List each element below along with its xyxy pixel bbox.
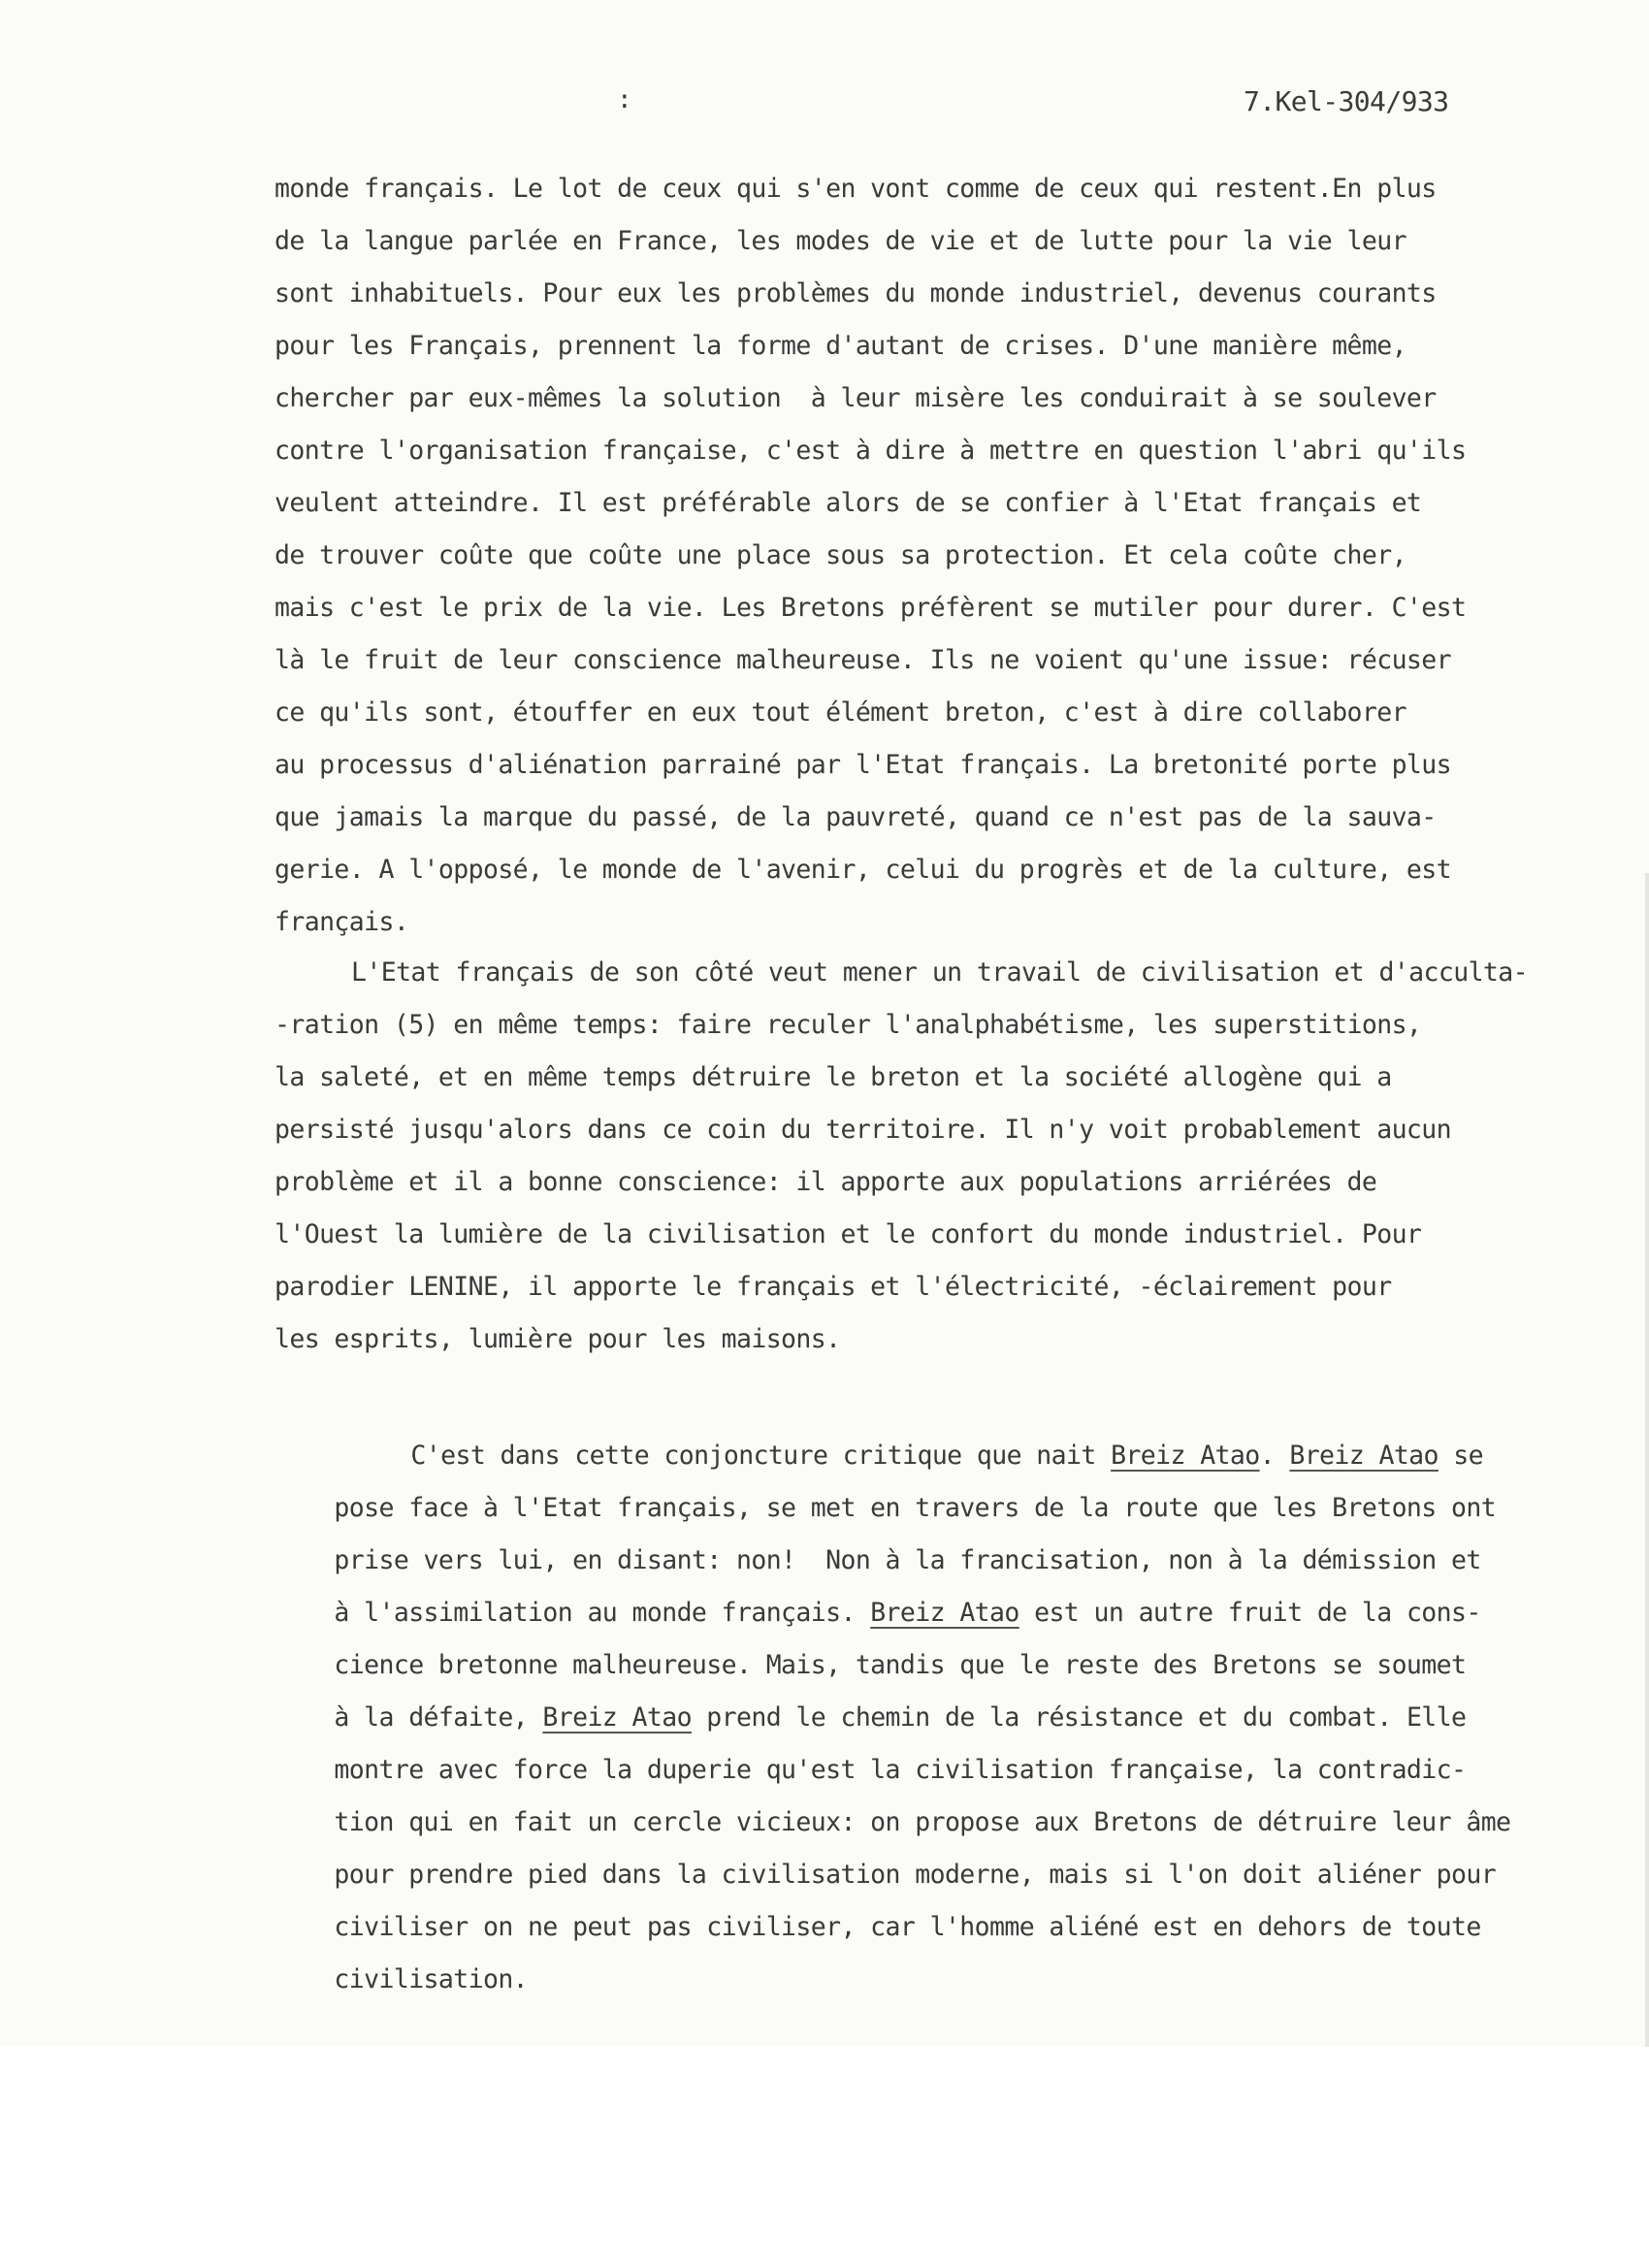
text-line — [275, 1587, 1467, 1680]
text-line: français. — [275, 907, 409, 937]
text-line: l'Ouest la lumière de la civilisation et le confort du monde industriel. Pour — [275, 1219, 1422, 1249]
text-line: là le fruit de leur conscience malheureuse. Ils ne voient qu'une issue: récuser — [275, 645, 1451, 675]
page-reference: 7.Kel-304/933 — [1244, 85, 1449, 117]
text-line: persisté jusqu'alors dans ce coin du territoire. Il n'y voit probablement aucun — [275, 1115, 1451, 1145]
text-line: pour les Français, prennent la forme d'autant de crises. D'une manière même, — [275, 331, 1406, 361]
text-line: chercher par eux-mêmes la solution à leur misère les conduirait à se soulever — [275, 383, 1437, 413]
text-line — [275, 1430, 1497, 1523]
text-line: mais c'est le prix de la vie. Les Bretons préfèrent se mutiler pour durer. C'est — [275, 593, 1467, 623]
text-run: pour prendre pied dans la civilisation moderne, mais si l'on doit aliéner pour — [334, 1860, 1497, 1890]
text-line: L'Etat français de son côté veut mener un travail de civilisation et d'acculta- — [351, 957, 1528, 988]
text-line — [275, 1744, 1511, 1837]
text-line — [351, 1377, 1483, 1471]
text-line — [275, 1797, 1497, 1890]
text-line: contre l'organisation française, c'est à dire à mettre en question l'abri qu'ils — [275, 436, 1467, 466]
text-line: de trouver coûte que coûte une place sous sa protection. Et cela coûte cher, — [275, 540, 1406, 570]
text-line — [275, 1849, 1481, 1942]
text-run: civiliser on ne peut pas civiliser, car l'homme aliéné est en dehors de toute — [334, 1912, 1481, 1942]
text-run: se — [1438, 1441, 1483, 1471]
text-line: parodier LENINE, il apporte le français et l'électricité, -éclairement pour — [275, 1272, 1392, 1302]
text-run: tion qui en fait un cercle vicieux: on propose aux Bretons de détruire leur âme — [334, 1807, 1511, 1837]
text-run: prise vers lui, en disant: non! Non à la francisation, non à la démission et — [334, 1545, 1481, 1575]
text-line: que jamais la marque du passé, de la pauvreté, quand ce n'est pas de la sauva- — [275, 802, 1437, 832]
text-run: pose face à l'Etat français, se met en travers de la route que les Bretons ont — [334, 1493, 1497, 1523]
stray-mark: : — [617, 85, 632, 114]
text-run: . — [1259, 1441, 1290, 1471]
text-line: monde français. Le lot de ceux qui s'en vont comme de ceux qui restent.En plus — [275, 174, 1437, 204]
text-run: prend le chemin de la résistance et du combat. Elle — [691, 1702, 1467, 1733]
underlined-name: Breiz Atao — [1289, 1441, 1439, 1471]
text-run: C'est dans cette conjoncture critique que nait — [410, 1441, 1112, 1471]
text-run: civilisation. — [334, 1964, 529, 1994]
underlined-name: Breiz Atao — [542, 1702, 692, 1733]
text-run: à l'assimilation au monde français. — [334, 1598, 871, 1628]
text-run: à la défaite, — [334, 1702, 543, 1733]
text-line: gerie. A l'opposé, le monde de l'avenir, celui du progrès et de la culture, est — [275, 855, 1451, 885]
text-line — [275, 1535, 1481, 1628]
text-run: montre avec force la duperie qu'est la civilisation française, la contradic- — [334, 1755, 1467, 1785]
text-line: les esprits, lumière pour les maisons. — [275, 1324, 841, 1354]
underlined-name: Breiz Atao — [870, 1598, 1019, 1628]
text-run: est un autre fruit de la cons- — [1018, 1598, 1481, 1628]
text-line: de la langue parlée en France, les modes de vie et de lutte pour la vie leur — [275, 226, 1406, 256]
text-line — [275, 1639, 1467, 1733]
sheet-shadow-edge — [1645, 873, 1649, 2047]
text-line: au processus d'aliénation parrainé par l'Etat français. La bretonité porte plus — [275, 750, 1451, 780]
text-line: la saleté, et en même temps détruire le breton et la société allogène qui a — [275, 1062, 1392, 1092]
text-line: sont inhabituels. Pour eux les problèmes du monde industriel, devenus courants — [275, 278, 1437, 308]
text-line — [275, 1901, 529, 1994]
text-line — [275, 1692, 1467, 1785]
text-line: -ration (5) en même temps: faire reculer l'analphabétisme, les superstitions, — [275, 1010, 1422, 1040]
underlined-name: Breiz Atao — [1111, 1441, 1260, 1471]
text-line: veulent atteindre. Il est préférable alors de se confier à l'Etat français et — [275, 488, 1422, 518]
text-line: problème et il a bonne conscience: il apporte aux populations arriérées de — [275, 1167, 1377, 1197]
text-run: cience bretonne malheureuse. Mais, tandis que le reste des Bretons se soumet — [334, 1650, 1467, 1680]
text-line: ce qu'ils sont, étouffer en eux tout élément breton, c'est à dire collaborer — [275, 697, 1406, 728]
text-line — [275, 1482, 1481, 1575]
